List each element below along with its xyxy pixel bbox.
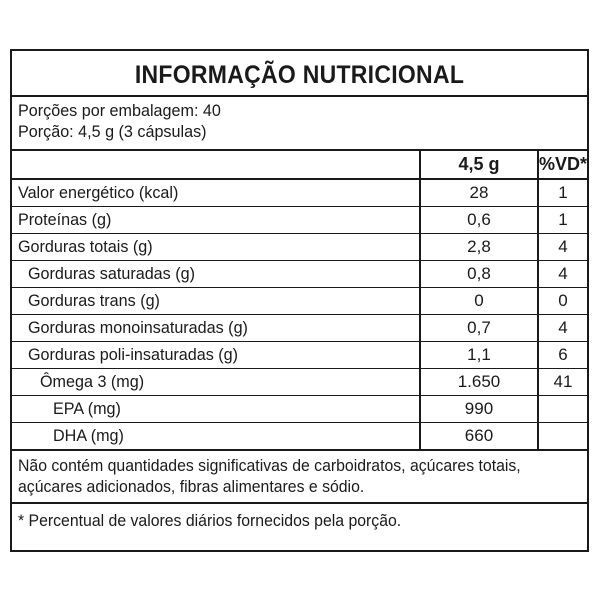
nutrient-daily-value <box>538 423 587 450</box>
serving-size: Porção: 4,5 g (3 cápsulas) <box>18 122 207 141</box>
nutrient-daily-value: 4 <box>538 234 587 261</box>
table-row <box>12 261 587 288</box>
nutrient-name-text: Valor energético (kcal) <box>18 183 179 202</box>
not-significant-note <box>12 449 587 502</box>
nutrient-name-text: Gorduras monoinsaturadas (g) <box>28 318 248 337</box>
table-row <box>12 315 587 342</box>
table-row <box>12 369 587 396</box>
label-title: INFORMAÇÃO NUTRICIONAL <box>134 61 465 89</box>
nutrient-name <box>12 342 420 369</box>
nutrient-amount: 660 <box>420 423 538 450</box>
table-row <box>12 207 587 234</box>
nutrient-amount: 990 <box>420 396 538 423</box>
nutrient-name <box>12 179 420 207</box>
servings-per-package: Porções por embalagem: 40 <box>18 101 221 120</box>
nutrient-amount: 0,6 <box>420 207 538 234</box>
nutrient-daily-value: 4 <box>538 261 587 288</box>
nutrient-daily-value: 1 <box>538 179 587 207</box>
footnote-text: * Percentual de valores diários fornecidos pela porção. <box>18 511 402 530</box>
nutrient-name-text: Gorduras saturadas (g) <box>28 264 195 283</box>
nutrient-daily-value <box>538 396 587 423</box>
nutrient-name <box>12 396 420 423</box>
table-row <box>12 342 587 369</box>
nutrient-amount: 2,8 <box>420 234 538 261</box>
note-line-2: açúcares adicionados, fibras alimentares e sódio. <box>18 477 365 496</box>
nutrient-amount: 1.650 <box>420 369 538 396</box>
table-header-row <box>12 151 587 179</box>
nutrient-amount: 1,1 <box>420 342 538 369</box>
table-row <box>12 288 587 315</box>
servings-info <box>12 97 587 151</box>
title-bar <box>12 51 587 97</box>
nutrient-amount: 28 <box>420 179 538 207</box>
nutrient-name-text: Gorduras poli-insaturadas (g) <box>28 345 239 364</box>
daily-value-footnote <box>12 502 587 531</box>
nutrient-name <box>12 423 420 450</box>
nutrient-daily-value: 4 <box>538 315 587 342</box>
nutrient-name-text: Proteínas (g) <box>18 210 112 229</box>
nutrient-name-text: Gorduras totais (g) <box>18 237 153 256</box>
header-nutrient <box>12 151 420 179</box>
nutrient-daily-value: 0 <box>538 288 587 315</box>
table-row <box>12 423 587 450</box>
nutrient-name <box>12 315 420 342</box>
header-daily-value: %VD* <box>538 151 587 179</box>
nutrient-amount: 0,7 <box>420 315 538 342</box>
table-row <box>12 234 587 261</box>
nutrient-name <box>12 234 420 261</box>
nutrient-table <box>12 151 587 449</box>
nutrient-rows <box>12 179 587 449</box>
table-row <box>12 396 587 423</box>
nutrient-name <box>12 288 420 315</box>
nutrient-name <box>12 261 420 288</box>
nutrient-name-text: EPA (mg) <box>53 399 121 418</box>
nutrient-name <box>12 207 420 234</box>
nutrient-name-text: Ômega 3 (mg) <box>40 372 145 391</box>
nutrient-amount: 0,8 <box>420 261 538 288</box>
nutrient-daily-value: 6 <box>538 342 587 369</box>
table-row <box>12 179 587 207</box>
nutrient-daily-value: 1 <box>538 207 587 234</box>
nutrient-daily-value: 41 <box>538 369 587 396</box>
nutrition-facts-label <box>10 49 589 552</box>
nutrient-name <box>12 369 420 396</box>
nutrient-amount: 0 <box>420 288 538 315</box>
note-line-1: Não contém quantidades significativas de carboidratos, açúcares totais, <box>18 456 521 475</box>
header-amount: 4,5 g <box>420 151 538 179</box>
nutrient-name-text: DHA (mg) <box>53 426 124 445</box>
nutrient-name-text: Gorduras trans (g) <box>28 291 160 310</box>
